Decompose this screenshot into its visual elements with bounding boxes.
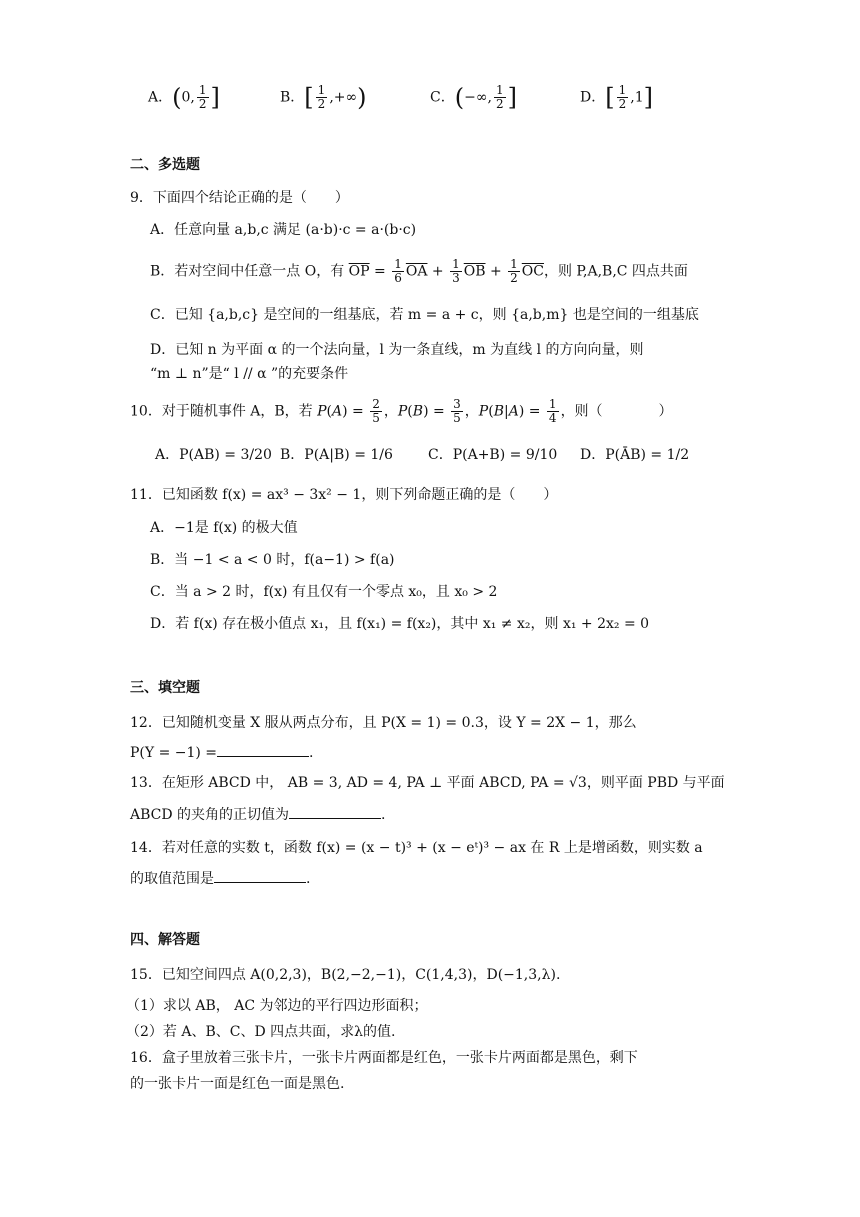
q12-line1: 12．已知随机变量 X 服从两点分布，且 P(X = 1) = 0.3，设 Y = 2X − 1，那么 <box>130 715 637 731</box>
q11-stem: 11．已知函数 f(x) = ax³ − 3x² − 1，则下列命题正确的是（ ） <box>130 487 558 503</box>
q8-option-b: B．[ $\frac{1}{2}$ ,+∞) <box>280 83 367 112</box>
q8-option-d: D．[ $\frac{1}{2}$ ,1] <box>580 83 653 112</box>
q15-part1: （1）求以 AB， AC 为邻边的平行四边形面积； <box>126 998 428 1014</box>
q10-option-a: A．P(AB) = 3/20 <box>155 447 272 463</box>
q14-line2: 的取值范围是 . <box>130 868 310 889</box>
q11-option-b: B．当 −1 < a < 0 时，f(a−1) > f(a) <box>150 552 395 568</box>
q12-answer-blank[interactable] <box>217 742 309 757</box>
q10-option-c: C．P(A+B) = 9/10 <box>428 447 558 463</box>
q14-answer-blank[interactable] <box>214 868 306 883</box>
q10-stem: 10．对于随机事件 A，B，若 P(A) = $\frac{2}{5}$ ，P(B) = $\frac{3}{5}$ ，P(B|A) = $\frac{1}{4}$ ，则（ ） <box>130 397 673 425</box>
section-answer-heading: 四、解答题 <box>130 932 200 948</box>
q10-option-b: B．P(A|B) = 1/6 <box>280 447 393 463</box>
section-fill-blank-heading: 三、填空题 <box>130 680 200 696</box>
q8-option-a: A．(0, $\frac{1}{2}$ ] <box>148 83 220 112</box>
section-multi-choice-heading: 二、多选题 <box>130 157 200 173</box>
q13-line1: 13．在矩形 ABCD 中， AB = 3, AD = 4, PA ⊥ 平面 ABCD, PA = √3，则平面 PBD 与平面 <box>130 775 725 791</box>
q14-line1: 14．若对任意的实数 t，函数 f(x) = (x − t)³ + (x − eᵗ)³ − ax 在 R 上是增函数，则实数 a <box>130 840 703 856</box>
q10-option-d: D．P(ĀB) = 1/2 <box>580 447 690 463</box>
q9-option-d-line1: D．已知 n 为平面 α 的一个法向量，l 为一条直线，m 为直线 l 的方向向量，则 <box>150 342 644 358</box>
q15-part2: （2）若 A、B、C、D 四点共面，求λ的值. <box>126 1024 396 1040</box>
q9-option-a: A．任意向量 a,b,c 满足 (a·b)·c = a·(b·c) <box>150 222 417 238</box>
q8-option-c: C．(−∞, $\frac{1}{2}$ ] <box>430 83 517 112</box>
q9-option-c: C．已知 {a,b,c} 是空间的一组基底，若 m = a + c，则 {a,b,m} 也是空间的一组基底 <box>150 307 699 323</box>
q11-option-d: D．若 f(x) 存在极小值点 x₁，且 f(x₁) = f(x₂)，其中 x₁ ≠ x₂，则 x₁ + 2x₂ = 0 <box>150 616 650 632</box>
q9-option-d-line2: “m ⊥ n”是“ l // α ”的充要条件 <box>150 366 349 382</box>
q9-option-b: B．若对空间中任意一点 O，有 $\overline{OP}$ = $\frac{1}{6}$ $\overline{OA}$ + $\frac{1}{3}$ $\overline{OB}$ + $\frac{1}{2}$ $\overline{OC}$，则 P,A,B,C 四点共面 <box>150 257 688 285</box>
q16-line2: 的一张卡片一面是红色一面是黑色. <box>130 1076 345 1092</box>
q9-stem: 9．下面四个结论正确的是（ ） <box>130 190 349 206</box>
q11-option-c: C．当 a > 2 时，f(x) 有且仅有一个零点 x₀，且 x₀ > 2 <box>150 584 498 600</box>
q13-line2: ABCD 的夹角的正切值为 . <box>130 804 386 825</box>
q12-line2: P(Y = −1) = . <box>130 742 314 763</box>
q16-line1: 16．盒子里放着三张卡片，一张卡片两面都是红色，一张卡片两面都是黑色，剩下 <box>130 1050 638 1066</box>
q11-option-a: A．−1是 f(x) 的极大值 <box>150 520 298 536</box>
q13-answer-blank[interactable] <box>289 804 381 819</box>
q15-stem: 15．已知空间四点 A(0,2,3)，B(2,−2,−1)，C(1,4,3)，D(−1,3,λ). <box>130 967 561 983</box>
